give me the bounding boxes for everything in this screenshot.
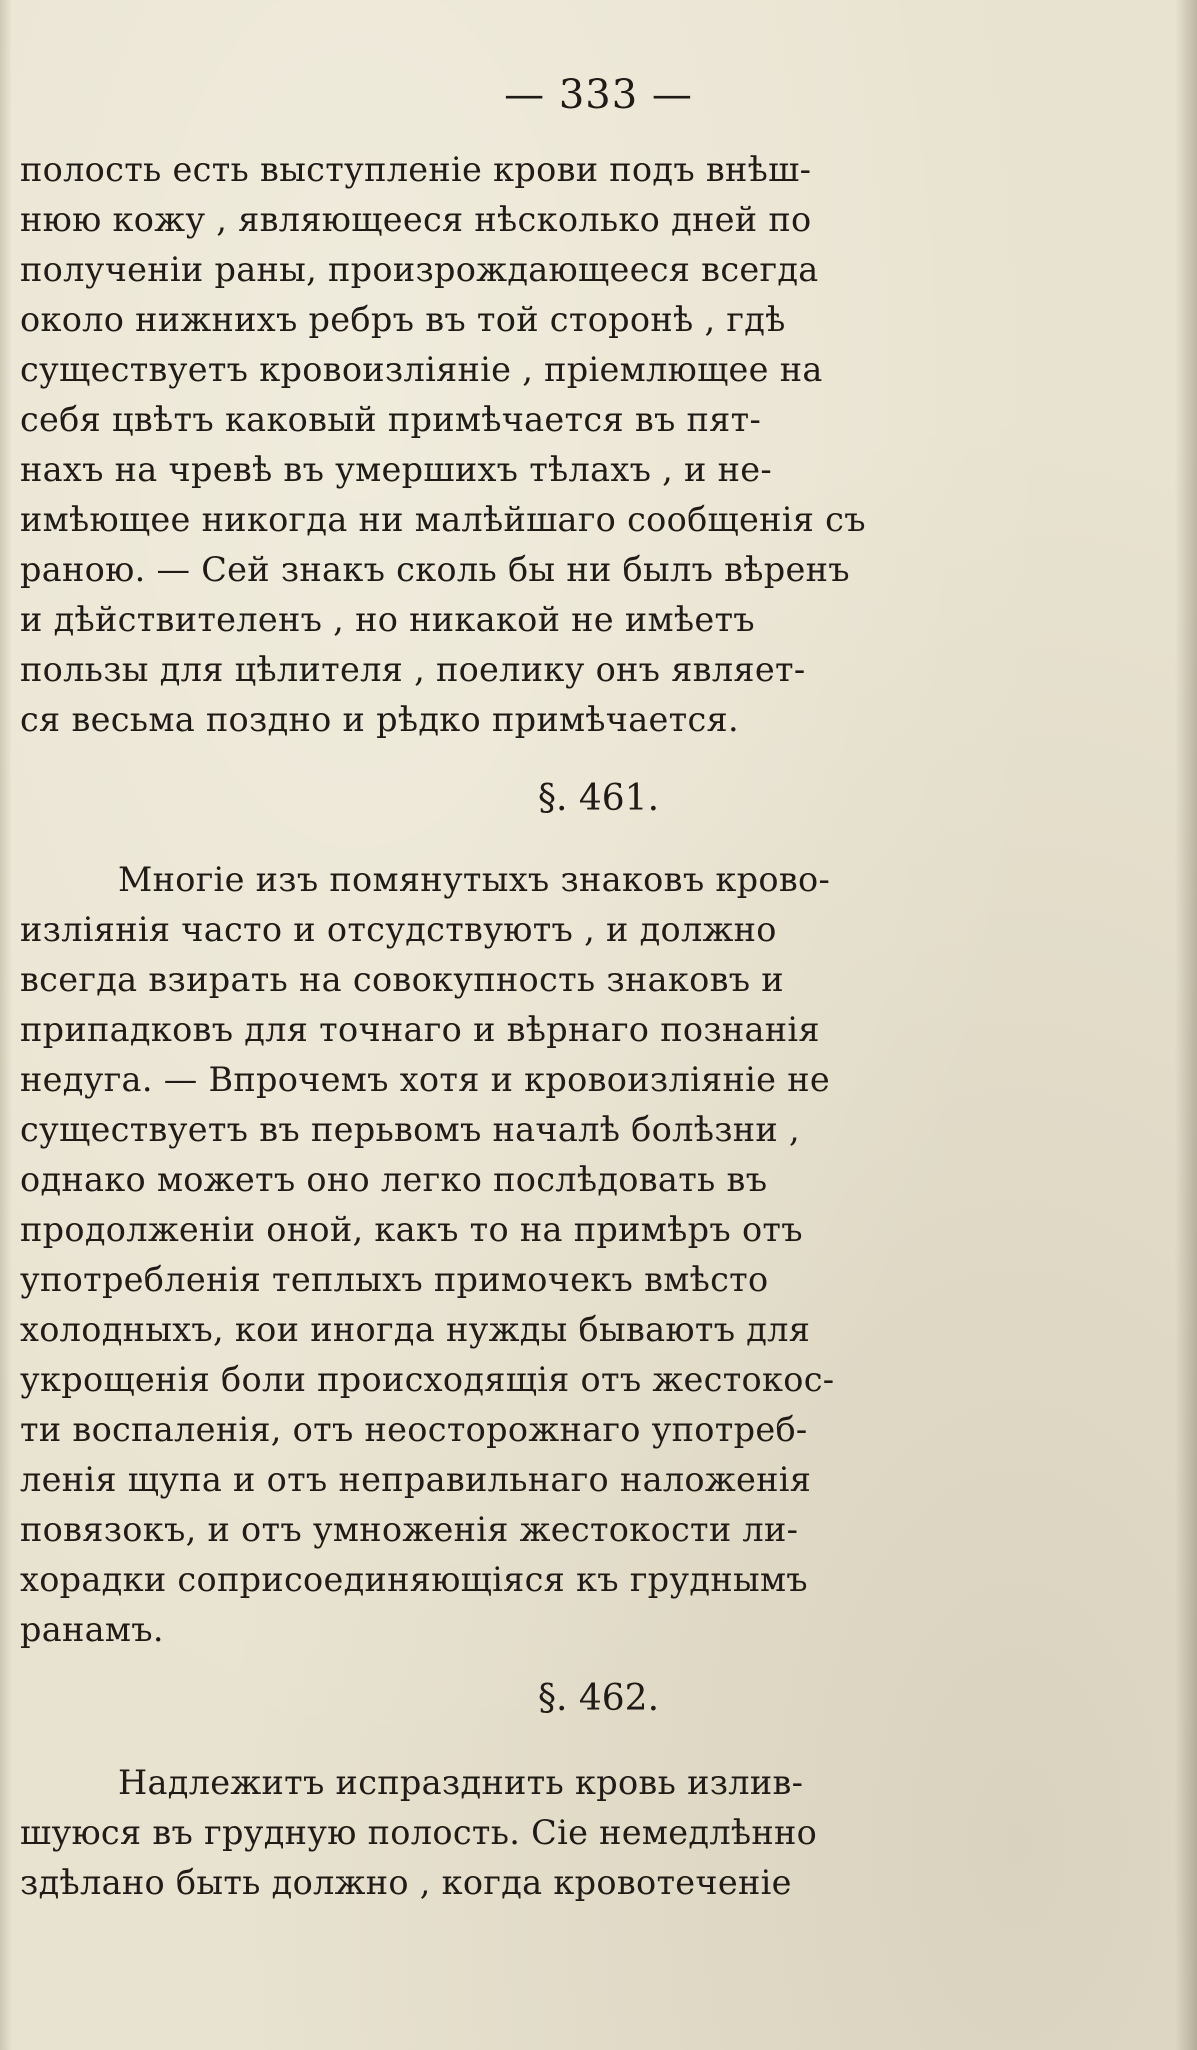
text-line: ти воспаленія, отъ неосторожнаго употреб-: [20, 1410, 808, 1449]
text-line: укрощенія боли происходящія отъ жестокос-: [20, 1360, 835, 1399]
text-line: и дѣйствителенъ , но никакой не имѣетъ: [20, 600, 755, 639]
text-line: здѣлано быть должно , когда кровотеченіе: [20, 1863, 792, 1902]
page-edge-shadow: [1175, 0, 1197, 2050]
text-line: полученіи раны, произрождающееся всегда: [20, 250, 819, 289]
paragraph-461: [20, 855, 1020, 1655]
text-line: недуга. — Впрочемъ хотя и кровоизліяніе не: [20, 1060, 830, 1099]
text-line: себя цвѣтъ каковый примѣчается въ пят-: [20, 400, 762, 439]
text-line: хорадки соприсоединяющіяся къ груднымъ: [20, 1560, 808, 1599]
page-number: — 333 —: [504, 72, 693, 118]
text-line: всегда взирать на совокупность знаковъ и: [20, 960, 784, 999]
text-line: припадковъ для точнаго и вѣрнаго познанія: [20, 1010, 820, 1049]
text-line: холодныхъ, кои иногда нужды бываютъ для: [20, 1310, 811, 1349]
text-line: однако можетъ оно легко послѣдовать въ: [20, 1160, 768, 1199]
text-line: Надлежитъ испразднить кровь излив-: [118, 1763, 804, 1802]
text-line: Многіе изъ помянутыхъ знаковъ крово-: [118, 860, 831, 899]
text-line: существуетъ въ перьвомъ началѣ болѣзни ,: [20, 1110, 800, 1149]
text-line: нахъ на чревѣ въ умершихъ тѣлахъ , и не-: [20, 450, 773, 489]
text-line: шуюся въ грудную полость. Сіе немедлѣнно: [20, 1813, 818, 1852]
text-line: употребленія теплыхъ примочекъ вмѣсто: [20, 1260, 769, 1299]
text-line: нюю кожу , являющееся нѣсколько дней по: [20, 200, 812, 239]
text-line: существуетъ кровоизліяніе , пріемлющее на: [20, 350, 823, 389]
paragraph-462: [20, 1758, 1020, 1908]
text-line: продолженіи оной, какъ то на примѣръ отъ: [20, 1210, 803, 1249]
section-heading-461: §. 461.: [537, 778, 660, 819]
text-line: около нижнихъ ребръ въ той сторонѣ , гдѣ: [20, 300, 786, 339]
text-line: имѣющее никогда ни малѣйшаго сообщенія съ: [20, 500, 866, 539]
gutter-shadow: [0, 0, 12, 2050]
text-line: пользы для цѣлителя , поелику онъ являет-: [20, 650, 806, 689]
text-line: ранамъ.: [20, 1610, 164, 1649]
text-line: ся весьма поздно и рѣдко примѣчается.: [20, 700, 739, 739]
paragraph-continued: [20, 145, 1020, 745]
section-heading-462: §. 462.: [537, 1678, 660, 1719]
text-line: полость есть выступленіе крови подъ внѣш-: [20, 150, 812, 189]
text-line: ленія щупа и отъ неправильнаго наложенія: [20, 1460, 812, 1499]
text-line: повязокъ, и отъ умноженія жестокости ли-: [20, 1510, 799, 1549]
text-line: изліянія часто и отсудствуютъ , и должно: [20, 910, 777, 949]
text-line: раною. — Сей знакъ сколь бы ни былъ вѣренъ: [20, 550, 850, 589]
